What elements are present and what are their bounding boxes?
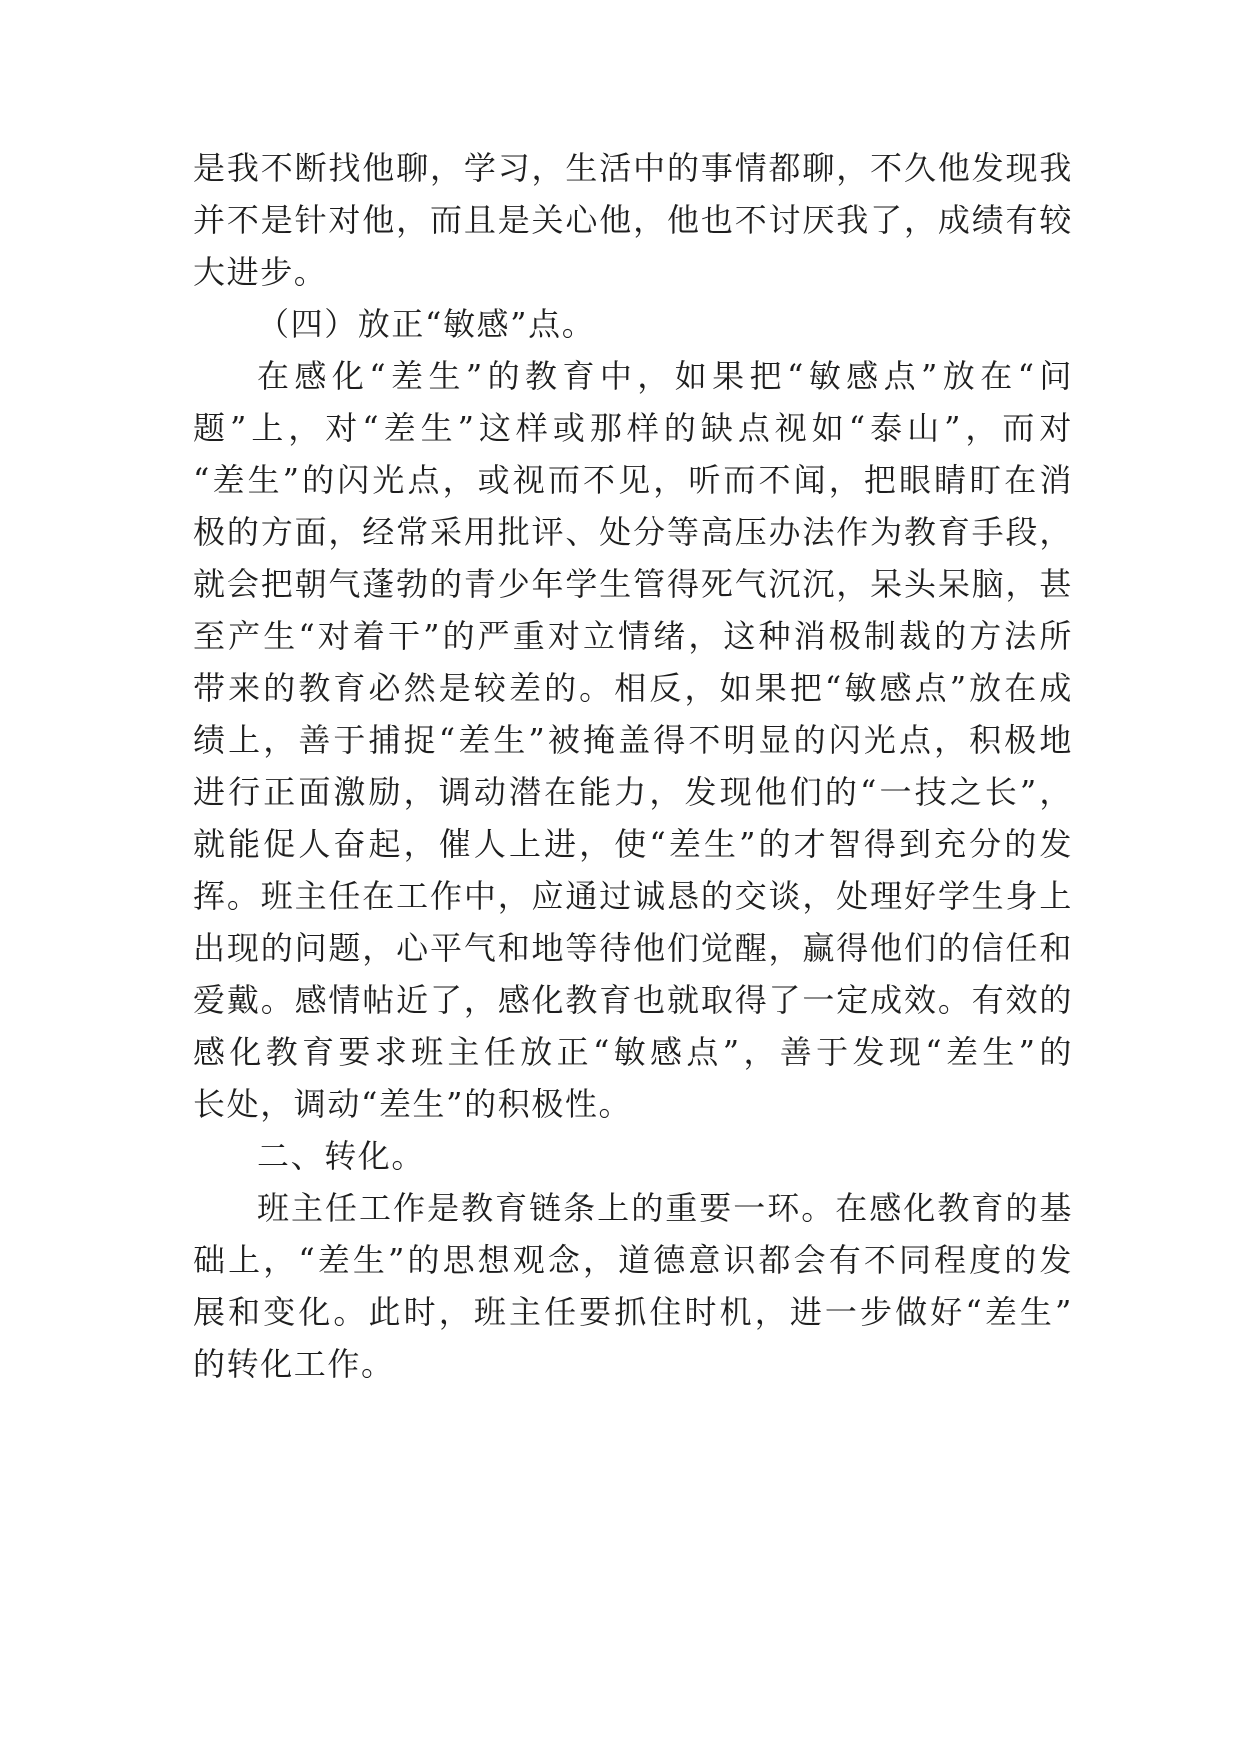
text-line: 是我不断找他聊，学习，生活中的事情都聊，不久他发现我 bbox=[193, 149, 1073, 187]
text-line: 出现的问题，心平气和地等待他们觉醒，赢得他们的信任和 bbox=[193, 929, 1073, 967]
text-line: 班主任工作是教育链条上的重要一环。在感化教育的基 bbox=[257, 1189, 1073, 1227]
text-line: 就会把朝气蓬勃的青少年学生管得死气沉沉，呆头呆脑，甚 bbox=[193, 565, 1073, 603]
text-line: 长处，调动“差生”的积极性。 bbox=[193, 1085, 633, 1123]
text-line: 带来的教育必然是较差的。相反，如果把“敏感点”放在成 bbox=[193, 669, 1073, 707]
text-line: 就能促人奋起，催人上进，使“差生”的才智得到充分的发 bbox=[193, 825, 1073, 863]
text-line: 在感化“差生”的教育中，如果把“敏感点”放在“问 bbox=[257, 357, 1073, 395]
text-line: 进行正面激励，调动潜在能力，发现他们的“一技之长”， bbox=[193, 773, 1073, 811]
text-line: 挥。班主任在工作中，应通过诚恳的交谈，处理好学生身上 bbox=[193, 877, 1073, 915]
text-line: 展和变化。此时，班主任要抓住时机，进一步做好“差生” bbox=[193, 1293, 1073, 1331]
text-line: 爱戴。感情帖近了，感化教育也就取得了一定成效。有效的 bbox=[193, 981, 1073, 1019]
text-line: 础上，“差生”的思想观念，道德意识都会有不同程度的发 bbox=[193, 1241, 1073, 1279]
text-line: 极的方面，经常采用批评、处分等高压办法作为教育手段， bbox=[193, 513, 1073, 551]
text-line: 至产生“对着干”的严重对立情绪，这种消极制裁的方法所 bbox=[193, 617, 1073, 655]
text-line: 感化教育要求班主任放正“敏感点”，善于发现“差生”的 bbox=[193, 1033, 1073, 1071]
text-line: 的转化工作。 bbox=[193, 1345, 395, 1383]
section-heading: （四）放正“敏感”点。 bbox=[257, 305, 596, 343]
text-line: 并不是针对他，而且是关心他，他也不讨厌我了，成绩有较 bbox=[193, 201, 1073, 239]
text-line: 大进步。 bbox=[193, 253, 328, 291]
text-line: 绩上，善于捕捉“差生”被掩盖得不明显的闪光点，积极地 bbox=[193, 721, 1073, 759]
text-line: “差生”的闪光点，或视而不见，听而不闻，把眼睛盯在消 bbox=[193, 461, 1073, 499]
text-line: 题”上，对“差生”这样或那样的缺点视如“泰山”，而对 bbox=[193, 409, 1073, 447]
section-heading: 二、转化。 bbox=[257, 1137, 426, 1175]
